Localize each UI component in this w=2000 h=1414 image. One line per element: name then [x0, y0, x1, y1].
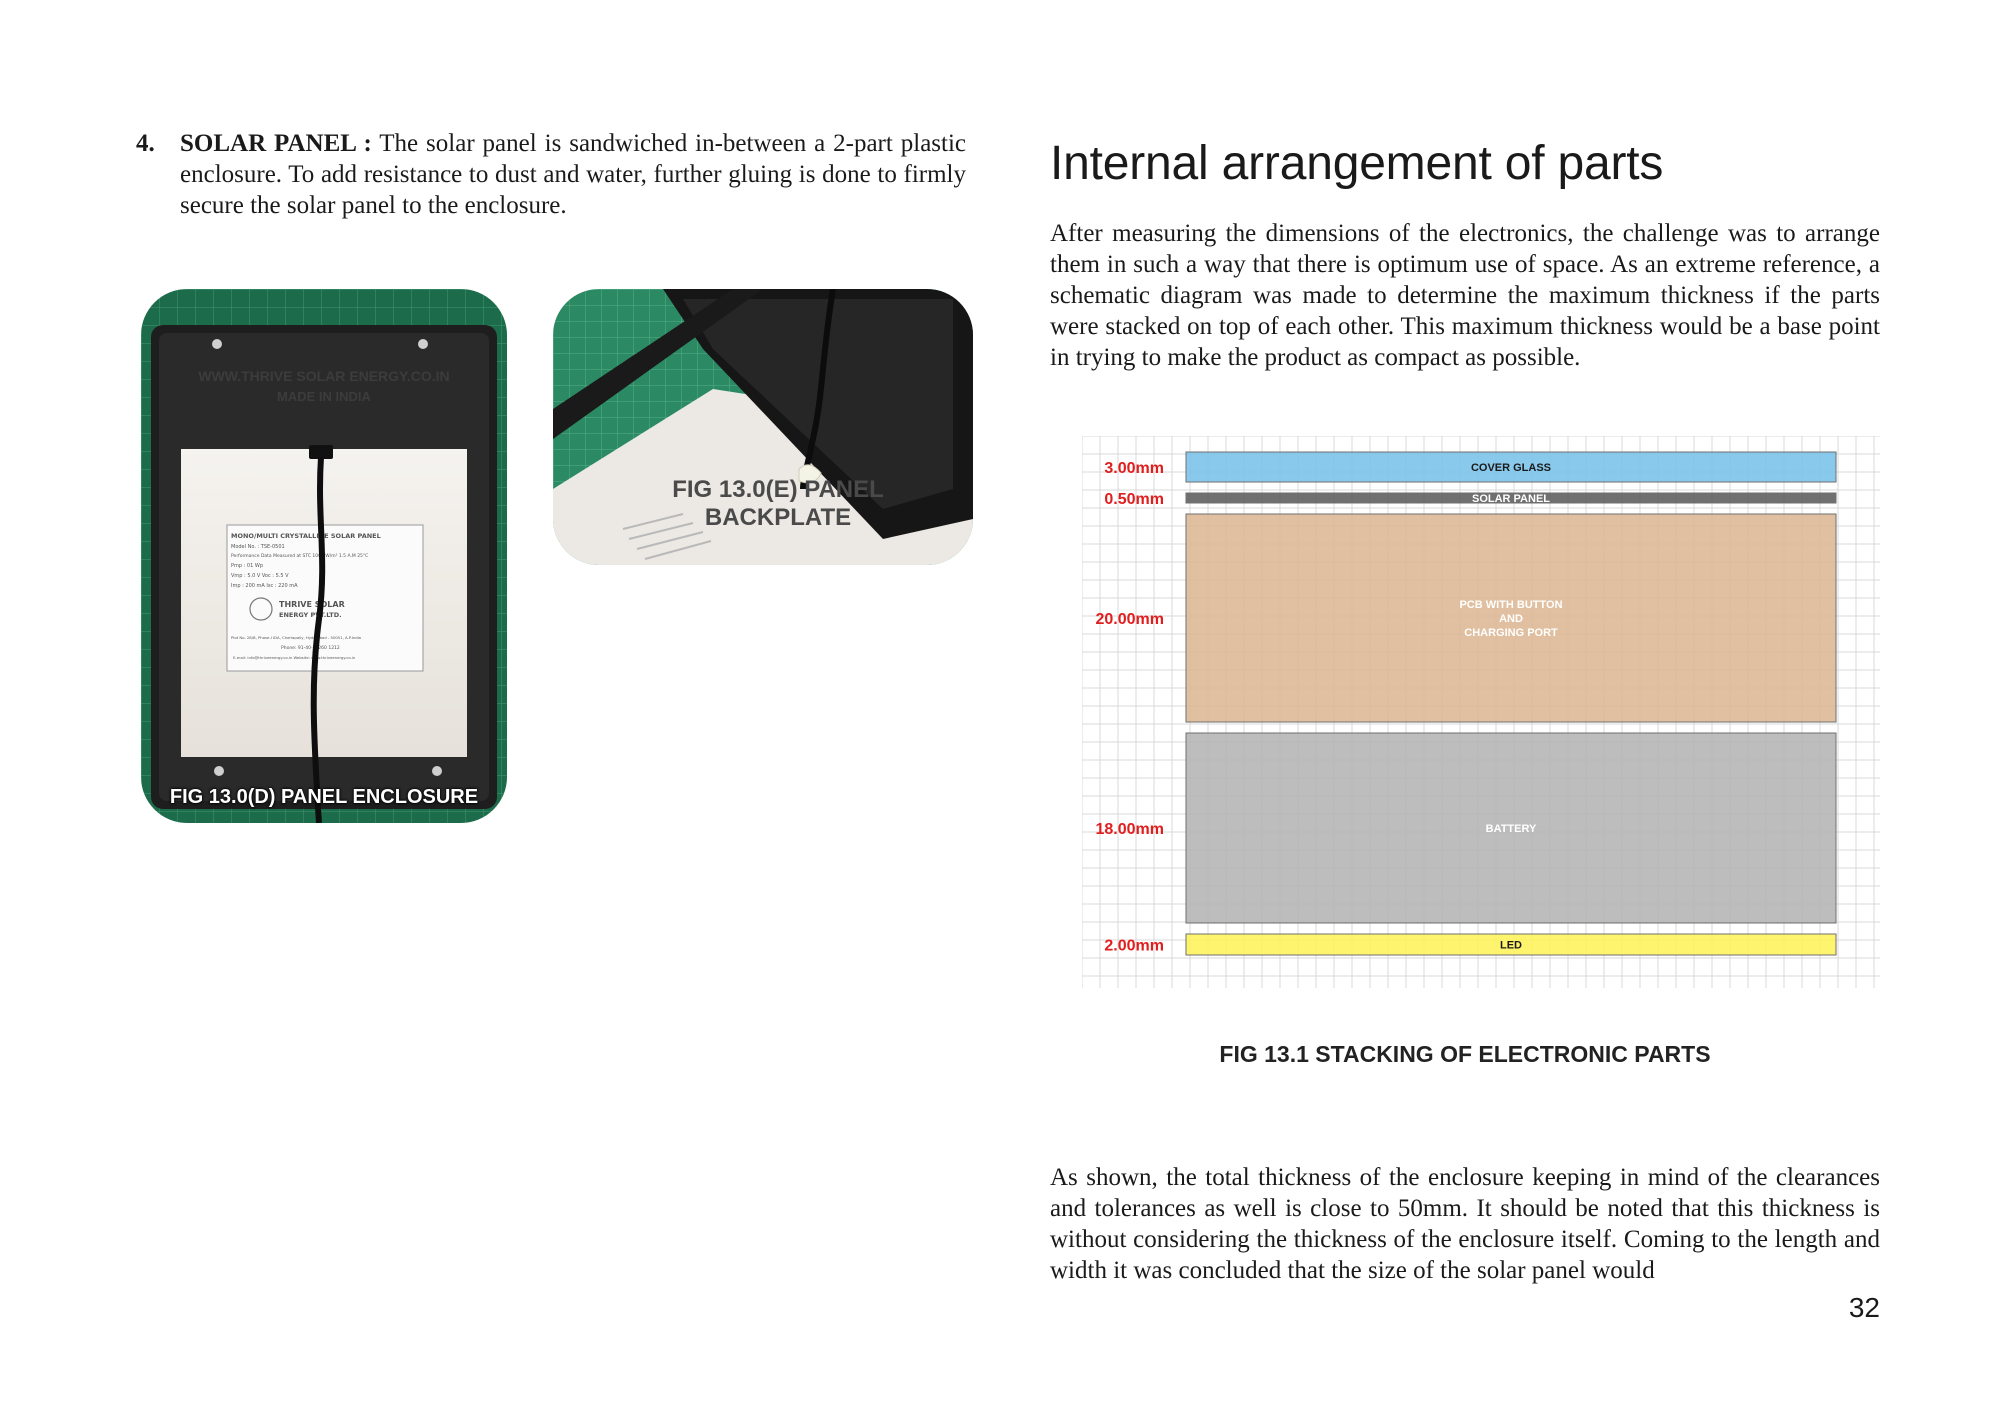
panel-enclosure-caption: FIG 13.0(D) PANEL ENCLOSURE: [169, 786, 479, 808]
stacking-diagram: [1082, 436, 1880, 988]
svg-text:Pmp : 01 Wp: Pmp : 01 Wp: [231, 563, 263, 569]
figure-caption: FIG 13.1 STACKING OF ELECTRONIC PARTS: [1219, 1041, 1711, 1067]
item-number: 4.: [136, 130, 155, 157]
diagram-layers: [1096, 452, 1837, 955]
svg-text:MONO/MULTI CRYSTALLINE SOLAR P: MONO/MULTI CRYSTALLINE SOLAR PANEL: [231, 532, 381, 540]
panel-enclosure-photo: [141, 289, 507, 823]
solar-panel-item: [136, 128, 966, 221]
page-number: 32: [1848, 1292, 1880, 1323]
item-text: The solar panel is sandwiched in-between a 2-part plastic enclosure. To add resistance to dust and water, further gluing is done to firmly secure the solar panel to the enclosure.: [180, 130, 967, 219]
svg-text:ENERGY PVT.LTD.: ENERGY PVT.LTD.: [279, 611, 342, 619]
svg-text:THRIVE SOLAR: THRIVE SOLAR: [279, 600, 345, 609]
led-thickness: 2.00mm: [1104, 937, 1164, 955]
panel-enclosure-image: [141, 289, 507, 823]
pcb-label: AND: [1499, 613, 1523, 625]
battery-thickness: 18.00mm: [1095, 821, 1164, 838]
cover-glass-label: COVER GLASS: [1470, 462, 1552, 474]
svg-text:Performance Data Measured at S: Performance Data Measured at STC 1000 W/m² 1.5 A.M 25°C: [231, 554, 369, 559]
svg-text:Vmp : 5.0 V Voc : 5.5 V: Vmp : 5.0 V Voc : 5.5 V: [231, 573, 289, 579]
conclusion-paragraph: As shown, the total thickness of the enclosure keeping in mind of the clearances and tolerances as well is close to 50mm. It should be noted that this thickness is without considering the thickness of the enclosure itself. Coming to the length and width it was concluded that the size of the solar panel would: [1050, 1164, 1880, 1284]
svg-text:Imp : 200 mA Isc : 220 mA: Imp : 200 mA Isc : 220 mA: [231, 583, 298, 589]
svg-text:E-mail: info@thriveenergy.co.i: E-mail: info@thriveenergy.co.in Website: www.thriveenergy.co.in: [233, 655, 356, 660]
solar-panel-label: SOLAR PANEL: [1471, 493, 1551, 505]
enclosure-emboss-text: WWW.THRIVE SOLAR ENERGY.CO.IN: [198, 368, 450, 384]
item-body: [180, 128, 966, 221]
led-label: LED: [1500, 939, 1522, 952]
pcb-label: CHARGING PORT: [1464, 627, 1558, 639]
pcb-thickness: 20.00mm: [1095, 611, 1164, 628]
panel-backplate-photo: [553, 289, 973, 565]
battery-label: BATTERY: [1485, 823, 1537, 835]
item-title: SOLAR PANEL :: [180, 130, 372, 157]
solar-panel-thickness: 0.50mm: [1104, 491, 1164, 508]
svg-text:Phone: 91-40-27260 1212: Phone: 91-40-27260 1212: [281, 646, 340, 651]
svg-text:Model No. : TSE-0501: Model No. : TSE-0501: [231, 544, 285, 550]
intro-paragraph: After measuring the dimensions of the electronics, the challenge was to arrange them in such a way that there is optimum use of space. As an extreme reference, a schematic diagram was made to determine the maximum thickness if the parts were stacked on top of each other. This maximum thickness would be a base point in trying to make the product as compact as possible.: [1050, 220, 1880, 371]
enclosure-emboss-text-2: MADE IN INDIA: [277, 389, 371, 404]
pcb-label: PCB WITH BUTTON: [1459, 599, 1563, 611]
svg-text:Plot No. 28/B, Phase-I IDA, Ch: Plot No. 28/B, Phase-I IDA, Cherlapally, Hyderabad - 50051, A.P.India: [231, 635, 361, 640]
cover-glass-thickness: 3.00mm: [1104, 460, 1164, 477]
section-heading: Internal arrangement of parts: [1050, 137, 1664, 190]
panel-backplate-caption: FIG 13.0(E) PANEL BACKPLATE: [672, 475, 884, 531]
